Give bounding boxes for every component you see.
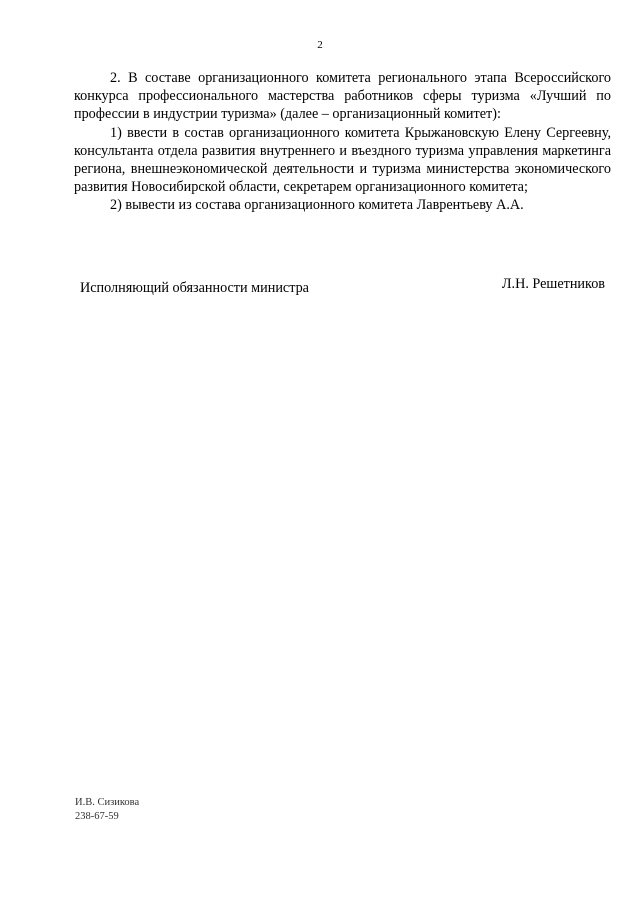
executor-name: И.В. Сизикова (75, 797, 140, 808)
signer-title: Исполняющий обязанности министра (80, 280, 309, 296)
page-number: 2 (317, 39, 323, 51)
executor-phone: 238-67-59 (75, 811, 119, 822)
executor-block (75, 796, 139, 824)
document-body (74, 69, 611, 215)
paragraph-subitem-1: 1) ввести в состав организационного комитета Крыжановскую Елену Сергеевну, консультанта отдела развития внутреннего и въездного туризма управления маркетинга региона, внешнеэкономической деятельности и туризма министерства экономического развития Новосибирской области, секретарем организационного комитета; (74, 124, 611, 196)
paragraph-item-2: 2. В составе организационного комитета регионального этапа Всероссийского конкурса профессионального мастерства работников сферы туризма «Лучший по профессии в индустрии туризма» (далее – организационный комитет): (74, 70, 611, 123)
signer-name: Л.Н. Решетников (501, 276, 605, 292)
signature-block (80, 275, 605, 297)
paragraph-subitem-2: 2) вывести из состава организационного комитета Лаврентьеву А.А. (110, 197, 524, 214)
